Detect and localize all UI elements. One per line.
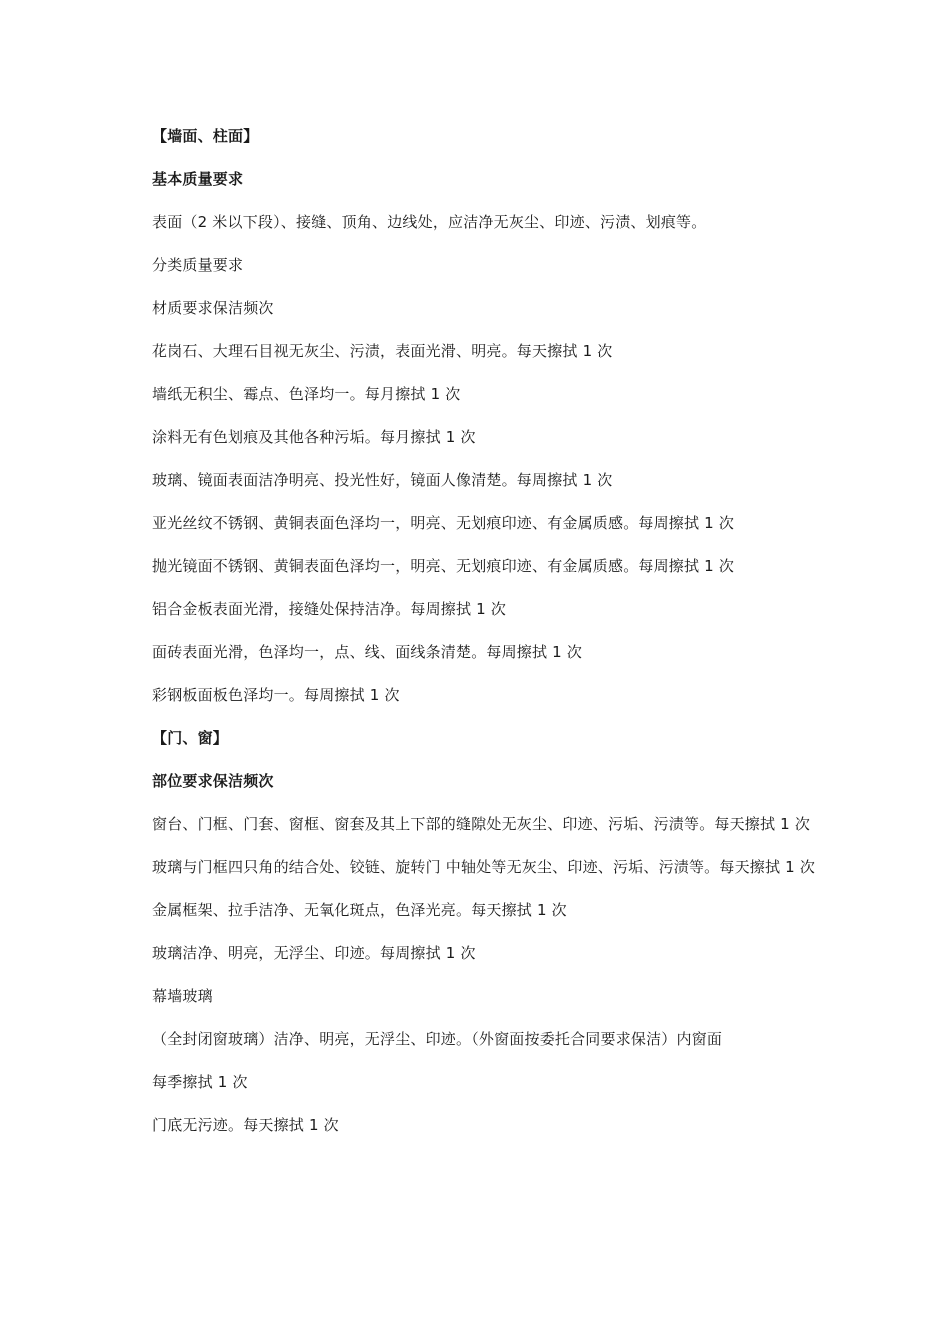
paragraph: 彩钢板面板色泽均一。每周擦拭 1 次 [152,686,400,704]
subheading-basic-quality: 基本质量要求 [152,170,244,188]
paragraph: 玻璃、镜面表面洁净明亮、投光性好，镜面人像清楚。每周擦拭 1 次 [152,471,613,489]
paragraph: 墙纸无积尘、霉点、色泽均一。每月擦拭 1 次 [152,385,461,403]
paragraph: 窗台、门框、门套、窗框、窗套及其上下部的缝隙处无灰尘、印迹、污垢、污渍等。每天擦拭 1 次 [152,815,811,833]
subheading-location-requirements: 部位要求保洁频次 [152,772,274,790]
paragraph: 花岗石、大理石目视无灰尘、污渍，表面光滑、明亮。每天擦拭 1 次 [152,342,613,360]
section-heading-walls: 【墙面、柱面】 [152,127,259,145]
paragraph: 分类质量要求 [152,256,244,274]
paragraph: 面砖表面光滑，色泽均一，点、线、面线条清楚。每周擦拭 1 次 [152,643,583,661]
paragraph: 玻璃与门框四只角的结合处、铰链、旋转门 中轴处等无灰尘、印迹、污垢、污渍等。每天擦拭 1 次 [152,858,816,876]
paragraph: 表面（2 米以下段）、接缝、顶角、边线处，应洁净无灰尘、印迹、污渍、划痕等。 [152,213,707,231]
paragraph: 铝合金板表面光滑，接缝处保持洁净。每周擦拭 1 次 [152,600,507,618]
paragraph: 材质要求保洁频次 [152,299,274,317]
document-body [114,124,830,1156]
paragraph: 亚光丝纹不锈钢、黄铜表面色泽均一，明亮、无划痕印迹、有金属质感。每周擦拭 1 次 [152,514,735,532]
paragraph: 幕墙玻璃 [152,987,213,1005]
paragraph: 玻璃洁净、明亮，无浮尘、印迹。每周擦拭 1 次 [152,944,476,962]
paragraph: 门底无污迹。每天擦拭 1 次 [152,1116,339,1134]
paragraph: 每季擦拭 1 次 [152,1073,248,1091]
paragraph: 抛光镜面不锈钢、黄铜表面色泽均一，明亮、无划痕印迹、有金属质感。每周擦拭 1 次 [152,557,735,575]
paragraph: （全封闭窗玻璃）洁净、明亮，无浮尘、印迹。（外窗面按委托合同要求保洁）内窗面 [152,1030,723,1048]
paragraph: 涂料无有色划痕及其他各种污垢。每月擦拭 1 次 [152,428,476,446]
paragraph: 金属框架、拉手洁净、无氧化斑点，色泽光亮。每天擦拭 1 次 [152,901,567,919]
section-heading-doors-windows: 【门、窗】 [152,729,229,747]
